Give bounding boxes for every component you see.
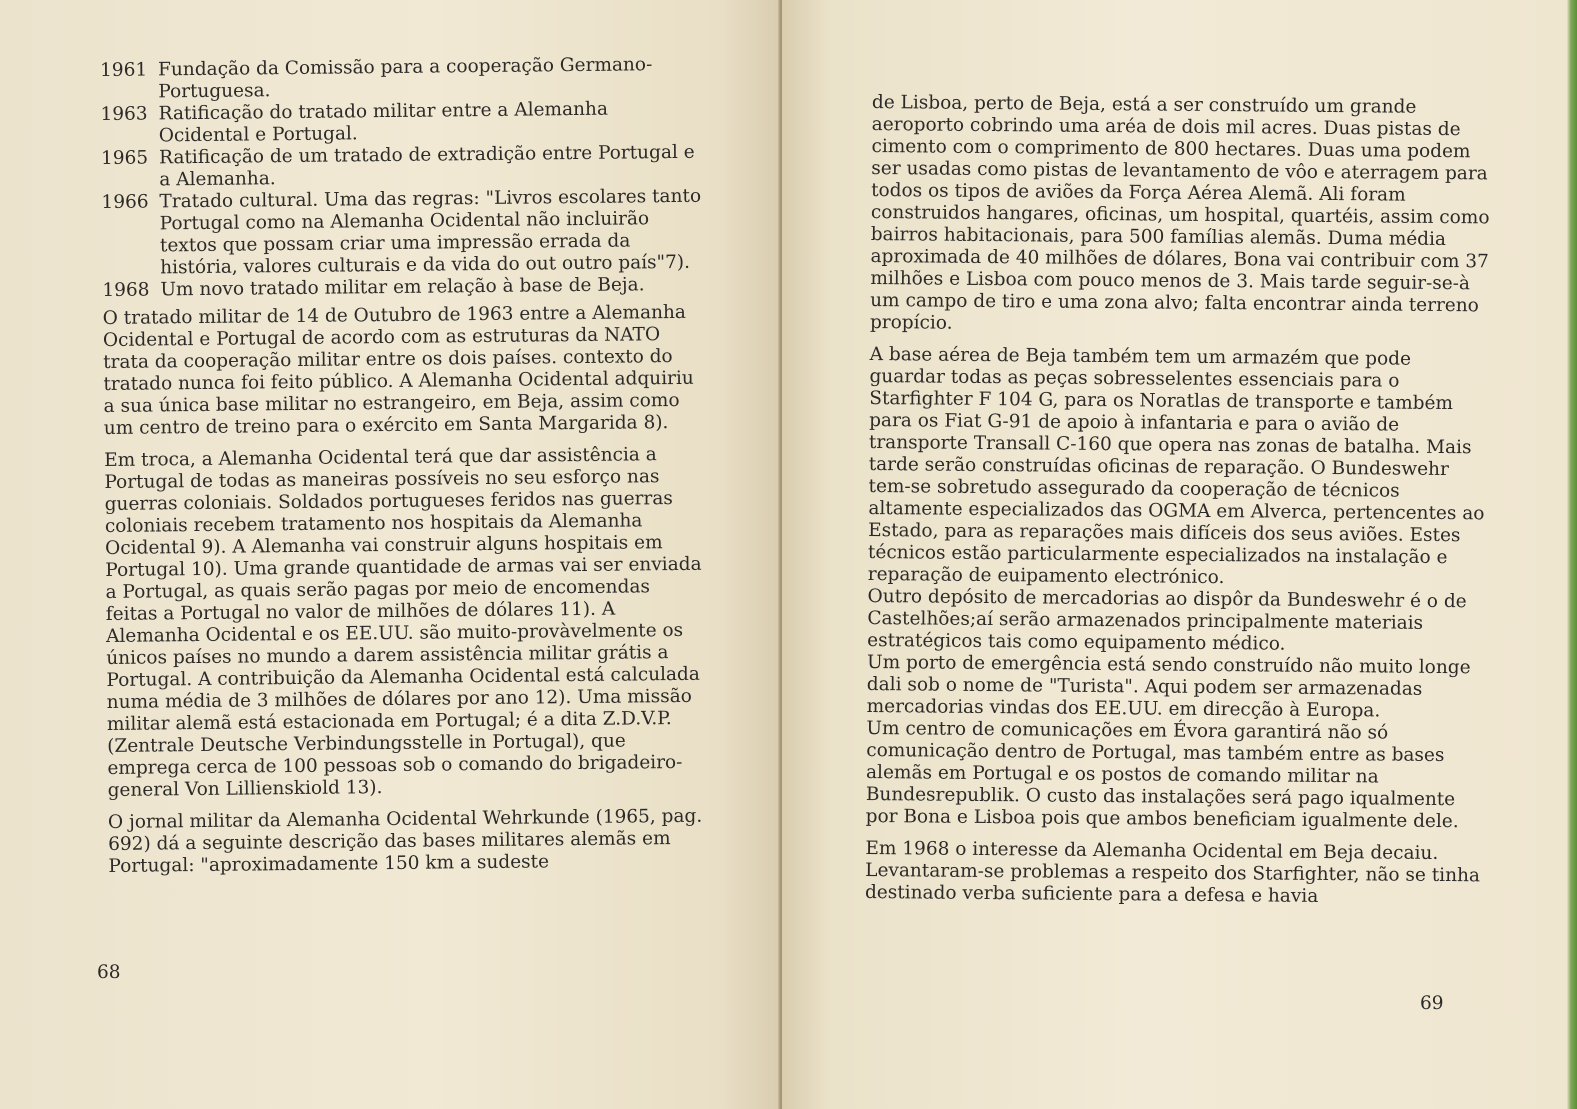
chronology-list: [100, 54, 703, 302]
chronology-item: [100, 54, 700, 104]
body-paragraph: Um porto de emergência está sendo construído não muito longe dali sob o nome de "Turista". Aqui podem ser armazenadas mercadorias vindas dos EE.UU. em direcção à Europa.: [866, 651, 1471, 722]
chronology-text: Ratificação de um tratado de extradição entre Portugal e a Alemanha.: [158, 141, 695, 191]
page-number: 69: [1420, 993, 1444, 1014]
body-paragraph: A base aérea de Beja também tem um armazém que pode guardar todas as peças sobresselentes essenciais para o Starfighter F 104 G, para os Noratlas de transporte e também para os Fiat G-91 de apoio à infantaria e para o avião de transporte Transall C-160 que opera nas zonas de batalha. Mais tarde serão construídas oficinas de reparação. O Bundeswehr tem-se sobretudo assegurado da cooperação de técnicos altamente especializados das OGMA em Alverca, pertencentes ao Estado, para as reparações mais difíceis dos seus aviões. Estes técnicos estão particularmente especializados na instalação e reparação de euipamento electrónico.: [867, 343, 1485, 589]
chronology-item: [101, 186, 702, 280]
body-paragraph: Em 1968 o interesse da Alemanha Ocidental em Beja decaiu. Levantaram-se problemas a respeito dos Starfighter, não se tinha destinado verba suficiente para a defesa e havia: [864, 837, 1481, 907]
chronology-text: Ratificação do tratado militar entre a Alemanha Ocidental e Portugal.: [158, 98, 609, 147]
cover-edge: [1567, 0, 1577, 1109]
chronology-item: [101, 142, 701, 192]
body-paragraph: Um centro de comunicações em Évora garantirá não só comunicação dentro de Portugal, mas também entre as bases alemãs em Portugal e os postos de comando militar na Bundesrepublik. O custo das instalações será pago iqualmente por Bona e Lisboa pois que ambos beneficiam igualmente dele.: [865, 717, 1459, 833]
chronology-text: Tratado cultural. Uma das regras: "Livros escolares tanto Portugal como na Alemanha Ocidental não incluirão textos que possam criar uma impressão errada da história, valores culturais e da vida do out outro país"7).: [159, 185, 702, 279]
body-paragraph: de Lisboa, perto de Beja, está a ser construído um grande aeroporto cobrindo uma aréa de dois mil acres. Duas pistas de cimento com o comprimento de 800 hectares. Duas uma podem ser usadas como pistas de levantamento de vôo e aterragem para todos os tipos de aviões da Força Aérea Alemã. Ali foram construidos hangares, oficinas, um hospital, quartéis, assim como bairros habitacionais, para 500 famílias alemãs. Duma média aproximada de 40 milhões de dólares, Bona vai contribuir com 37 milhões e Lisboa com pouco menos de 3. Mais tarde seguir-se-à um campo de tiro e uma zona alvo; falta encontrar ainda terreno propício.: [869, 92, 1490, 334]
chronology-text: Um novo tratado militar em relação à base de Beja.: [160, 274, 645, 301]
chronology-year: 1961: [100, 59, 148, 81]
chronology-year: 1963: [100, 103, 148, 125]
body-paragraph: Em troca, a Alemanha Ocidental terá que dar assistência a Portugal de todas as maneiras possíveis no seu esforço nas guerras coloniais. Soldados portugueses feridos nas guerras coloniais recebem tratamento nos hospitais da Alemanha Ocidental 9). A Alemanha vai construir alguns hospitais em Portugal 10). Uma grande quantidade de armas vai ser enviada a Portugal, as quais serão pagas por meio de encomendas feitas a Portugal no valor de milhões de dólares 11). A Alemanha Ocidental e os EE.UU. são muito-provàvelmente os únicos países no mundo a darem assistência militar grátis a Portugal. A contribuição da Alemanha Ocidental está calculada numa média de 3 milhões de dólares por ano 12). Uma missão militar alemã está estacionada em Portugal; é a dita Z.D.V.P. (Zentrale Deutsche Verbindungsstelle in Portugal), que emprega cerca de 100 pessoas sob o comando do brigadeiro-general Von Lillienskiold 13).: [104, 444, 702, 801]
right-page: [782, 0, 1577, 1109]
body-paragraph: Outro depósito de mercadorias ao dispôr da Bundeswehr é o de Castelhões;aí serão armazenados principalmente materiais estratégicos tais como equipamento médico.: [867, 585, 1467, 655]
chronology-text: Fundação da Comissão para a cooperação Germano-Portuguesa.: [157, 54, 653, 103]
body-paragraph: O tratado militar de 14 de Outubro de 1963 entre a Alemanha Ocidental e Portugal de acordo com as estruturas da NATO trata da cooperação militar entre os dois países. contexto do tratado nunca foi feito público. A Alemanha Ocidental adquiriu a sua única base militar no estrangeiro, em Beja, assim como um centro de treino para o exército em Santa Margarida 8).: [102, 301, 694, 439]
chronology-year: 1965: [100, 147, 149, 169]
page-number: 68: [97, 962, 121, 983]
chronology-item: [100, 98, 700, 148]
body-paragraph: O jornal militar da Alemanha Ocidental Wehrkunde (1965, pag. 692) dá a seguinte descrição das bases militares alemãs em Portugal: "aproximadamente 150 km a sudeste: [107, 805, 703, 877]
left-page: [0, 0, 782, 1109]
left-page-text: [100, 54, 709, 888]
chronology-year: 1966: [101, 191, 149, 213]
right-page-text: [865, 92, 1492, 909]
chronology-year: 1968: [102, 279, 150, 301]
